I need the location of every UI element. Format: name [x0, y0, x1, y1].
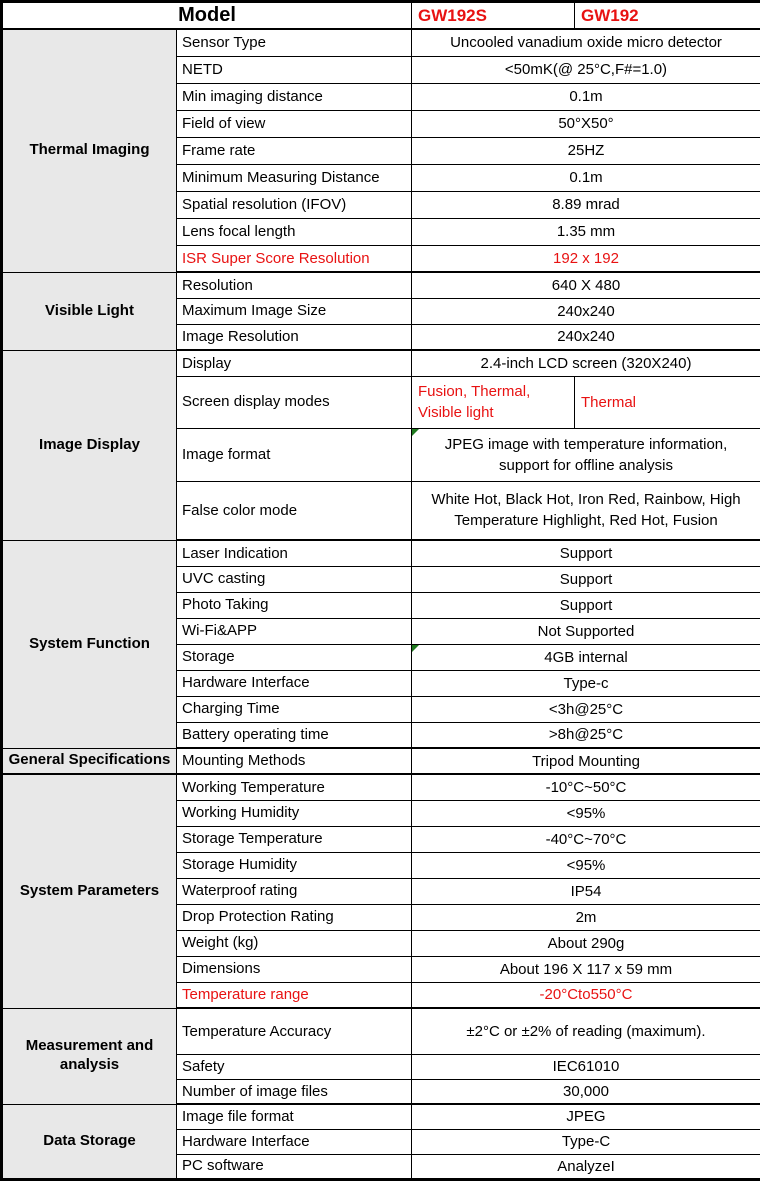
value-cell: 192 x 192 — [412, 245, 760, 272]
param-cell: Dimensions — [177, 956, 412, 982]
param-cell: Waterproof rating — [177, 878, 412, 904]
param-cell: Image file format — [177, 1104, 412, 1129]
value-cell: 25HZ — [412, 137, 760, 164]
header-row — [2, 2, 760, 30]
value-cell: IP54 — [412, 878, 760, 904]
param-cell: Laser Indication — [177, 540, 412, 566]
param-cell: Storage Temperature — [177, 826, 412, 852]
comment-marker-icon — [412, 645, 419, 652]
value-cell: -40°C~70°C — [412, 826, 760, 852]
param-cell: Minimum Measuring Distance — [177, 164, 412, 191]
value-cell: Support — [412, 592, 760, 618]
model-header-cell: Model — [2, 2, 412, 30]
value-cell: <50mK(@ 25°C,F#=1.0) — [412, 56, 760, 83]
param-cell: Image format — [177, 428, 412, 481]
value-cell: <95% — [412, 800, 760, 826]
value-cell: Thermal — [575, 376, 760, 428]
param-cell: UVC casting — [177, 566, 412, 592]
value-cell: IEC61010 — [412, 1054, 760, 1079]
spec-row — [2, 272, 760, 298]
spec-row — [2, 540, 760, 566]
param-cell: Mounting Methods — [177, 748, 412, 774]
value-cell: Type-C — [412, 1129, 760, 1154]
spec-row — [2, 350, 760, 376]
param-cell: False color mode — [177, 481, 412, 540]
param-cell: Hardware Interface — [177, 1129, 412, 1154]
category-cell: Data Storage — [2, 1104, 177, 1179]
value-cell: <95% — [412, 852, 760, 878]
value-cell: 240x240 — [412, 298, 760, 324]
param-cell: PC software — [177, 1154, 412, 1179]
param-cell: Hardware Interface — [177, 670, 412, 696]
param-cell: Battery operating time — [177, 722, 412, 748]
param-cell: Temperature range — [177, 982, 412, 1008]
value-cell: JPEG — [412, 1104, 760, 1129]
param-cell: Photo Taking — [177, 592, 412, 618]
param-cell: Storage — [177, 644, 412, 670]
value-cell: 1.35 mm — [412, 218, 760, 245]
category-cell: System Function — [2, 540, 177, 748]
category-cell: Thermal Imaging — [2, 29, 177, 272]
param-cell: Drop Protection Rating — [177, 904, 412, 930]
param-cell: Temperature Accuracy — [177, 1008, 412, 1054]
spec-row — [2, 748, 760, 774]
value-cell: 240x240 — [412, 324, 760, 350]
value-cell: ±2°C or ±2% of reading (maximum). — [412, 1008, 760, 1054]
value-cell: -20°Cto550°C — [412, 982, 760, 1008]
value-cell: -10°C~50°C — [412, 774, 760, 800]
param-cell: Wi-Fi&APP — [177, 618, 412, 644]
category-cell: Visible Light — [2, 272, 177, 350]
value-cell: Support — [412, 540, 760, 566]
category-cell: Image Display — [2, 350, 177, 540]
spec-row — [2, 774, 760, 800]
value-cell: Fusion, Thermal, Visible light — [412, 376, 575, 428]
value-cell: JPEG image with temperature information, support for offline analysis — [412, 428, 760, 481]
param-cell: Sensor Type — [177, 29, 412, 56]
value-cell: Type-c — [412, 670, 760, 696]
value-cell: 30,000 — [412, 1079, 760, 1104]
category-cell: Measurement and analysis — [2, 1008, 177, 1104]
value-cell: 4GB internal — [412, 644, 760, 670]
param-cell: Spatial resolution (IFOV) — [177, 191, 412, 218]
value-cell: 0.1m — [412, 164, 760, 191]
spec-row — [2, 29, 760, 56]
model-gw192-cell: GW192 — [575, 2, 760, 30]
param-cell: Field of view — [177, 110, 412, 137]
param-cell: ISR Super Score Resolution — [177, 245, 412, 272]
param-cell: Resolution — [177, 272, 412, 298]
value-cell: 0.1m — [412, 83, 760, 110]
value-cell: Support — [412, 566, 760, 592]
param-cell: Frame rate — [177, 137, 412, 164]
value-cell: AnalyzeI — [412, 1154, 760, 1179]
param-cell: Safety — [177, 1054, 412, 1079]
value-cell: Tripod Mounting — [412, 748, 760, 774]
value-cell: Uncooled vanadium oxide micro detector — [412, 29, 760, 56]
value-cell: About 196 X 117 x 59 mm — [412, 956, 760, 982]
param-cell: Working Temperature — [177, 774, 412, 800]
param-cell: Screen display modes — [177, 376, 412, 428]
value-cell: 2m — [412, 904, 760, 930]
value-cell: About 290g — [412, 930, 760, 956]
param-cell: Min imaging distance — [177, 83, 412, 110]
param-cell: Image Resolution — [177, 324, 412, 350]
param-cell: Display — [177, 350, 412, 376]
value-cell: <3h@25°C — [412, 696, 760, 722]
param-cell: NETD — [177, 56, 412, 83]
spec-row — [2, 1104, 760, 1129]
value-cell: >8h@25°C — [412, 722, 760, 748]
param-cell: Maximum Image Size — [177, 298, 412, 324]
comment-marker-icon — [412, 429, 419, 436]
value-cell: 50°X50° — [412, 110, 760, 137]
param-cell: Charging Time — [177, 696, 412, 722]
param-cell: Number of image files — [177, 1079, 412, 1104]
category-cell: General Specifications — [2, 748, 177, 774]
value-cell: Not Supported — [412, 618, 760, 644]
value-cell: White Hot, Black Hot, Iron Red, Rainbow, High Temperature Highlight, Red Hot, Fusion — [412, 481, 760, 540]
param-cell: Storage Humidity — [177, 852, 412, 878]
param-cell: Weight (kg) — [177, 930, 412, 956]
spec-row — [2, 1008, 760, 1054]
value-cell: 8.89 mrad — [412, 191, 760, 218]
param-cell: Working Humidity — [177, 800, 412, 826]
value-cell: 640 X 480 — [412, 272, 760, 298]
model-gw192s-cell: GW192S — [412, 2, 575, 30]
param-cell: Lens focal length — [177, 218, 412, 245]
value-cell: 2.4-inch LCD screen (320X240) — [412, 350, 760, 376]
category-cell: System Parameters — [2, 774, 177, 1008]
